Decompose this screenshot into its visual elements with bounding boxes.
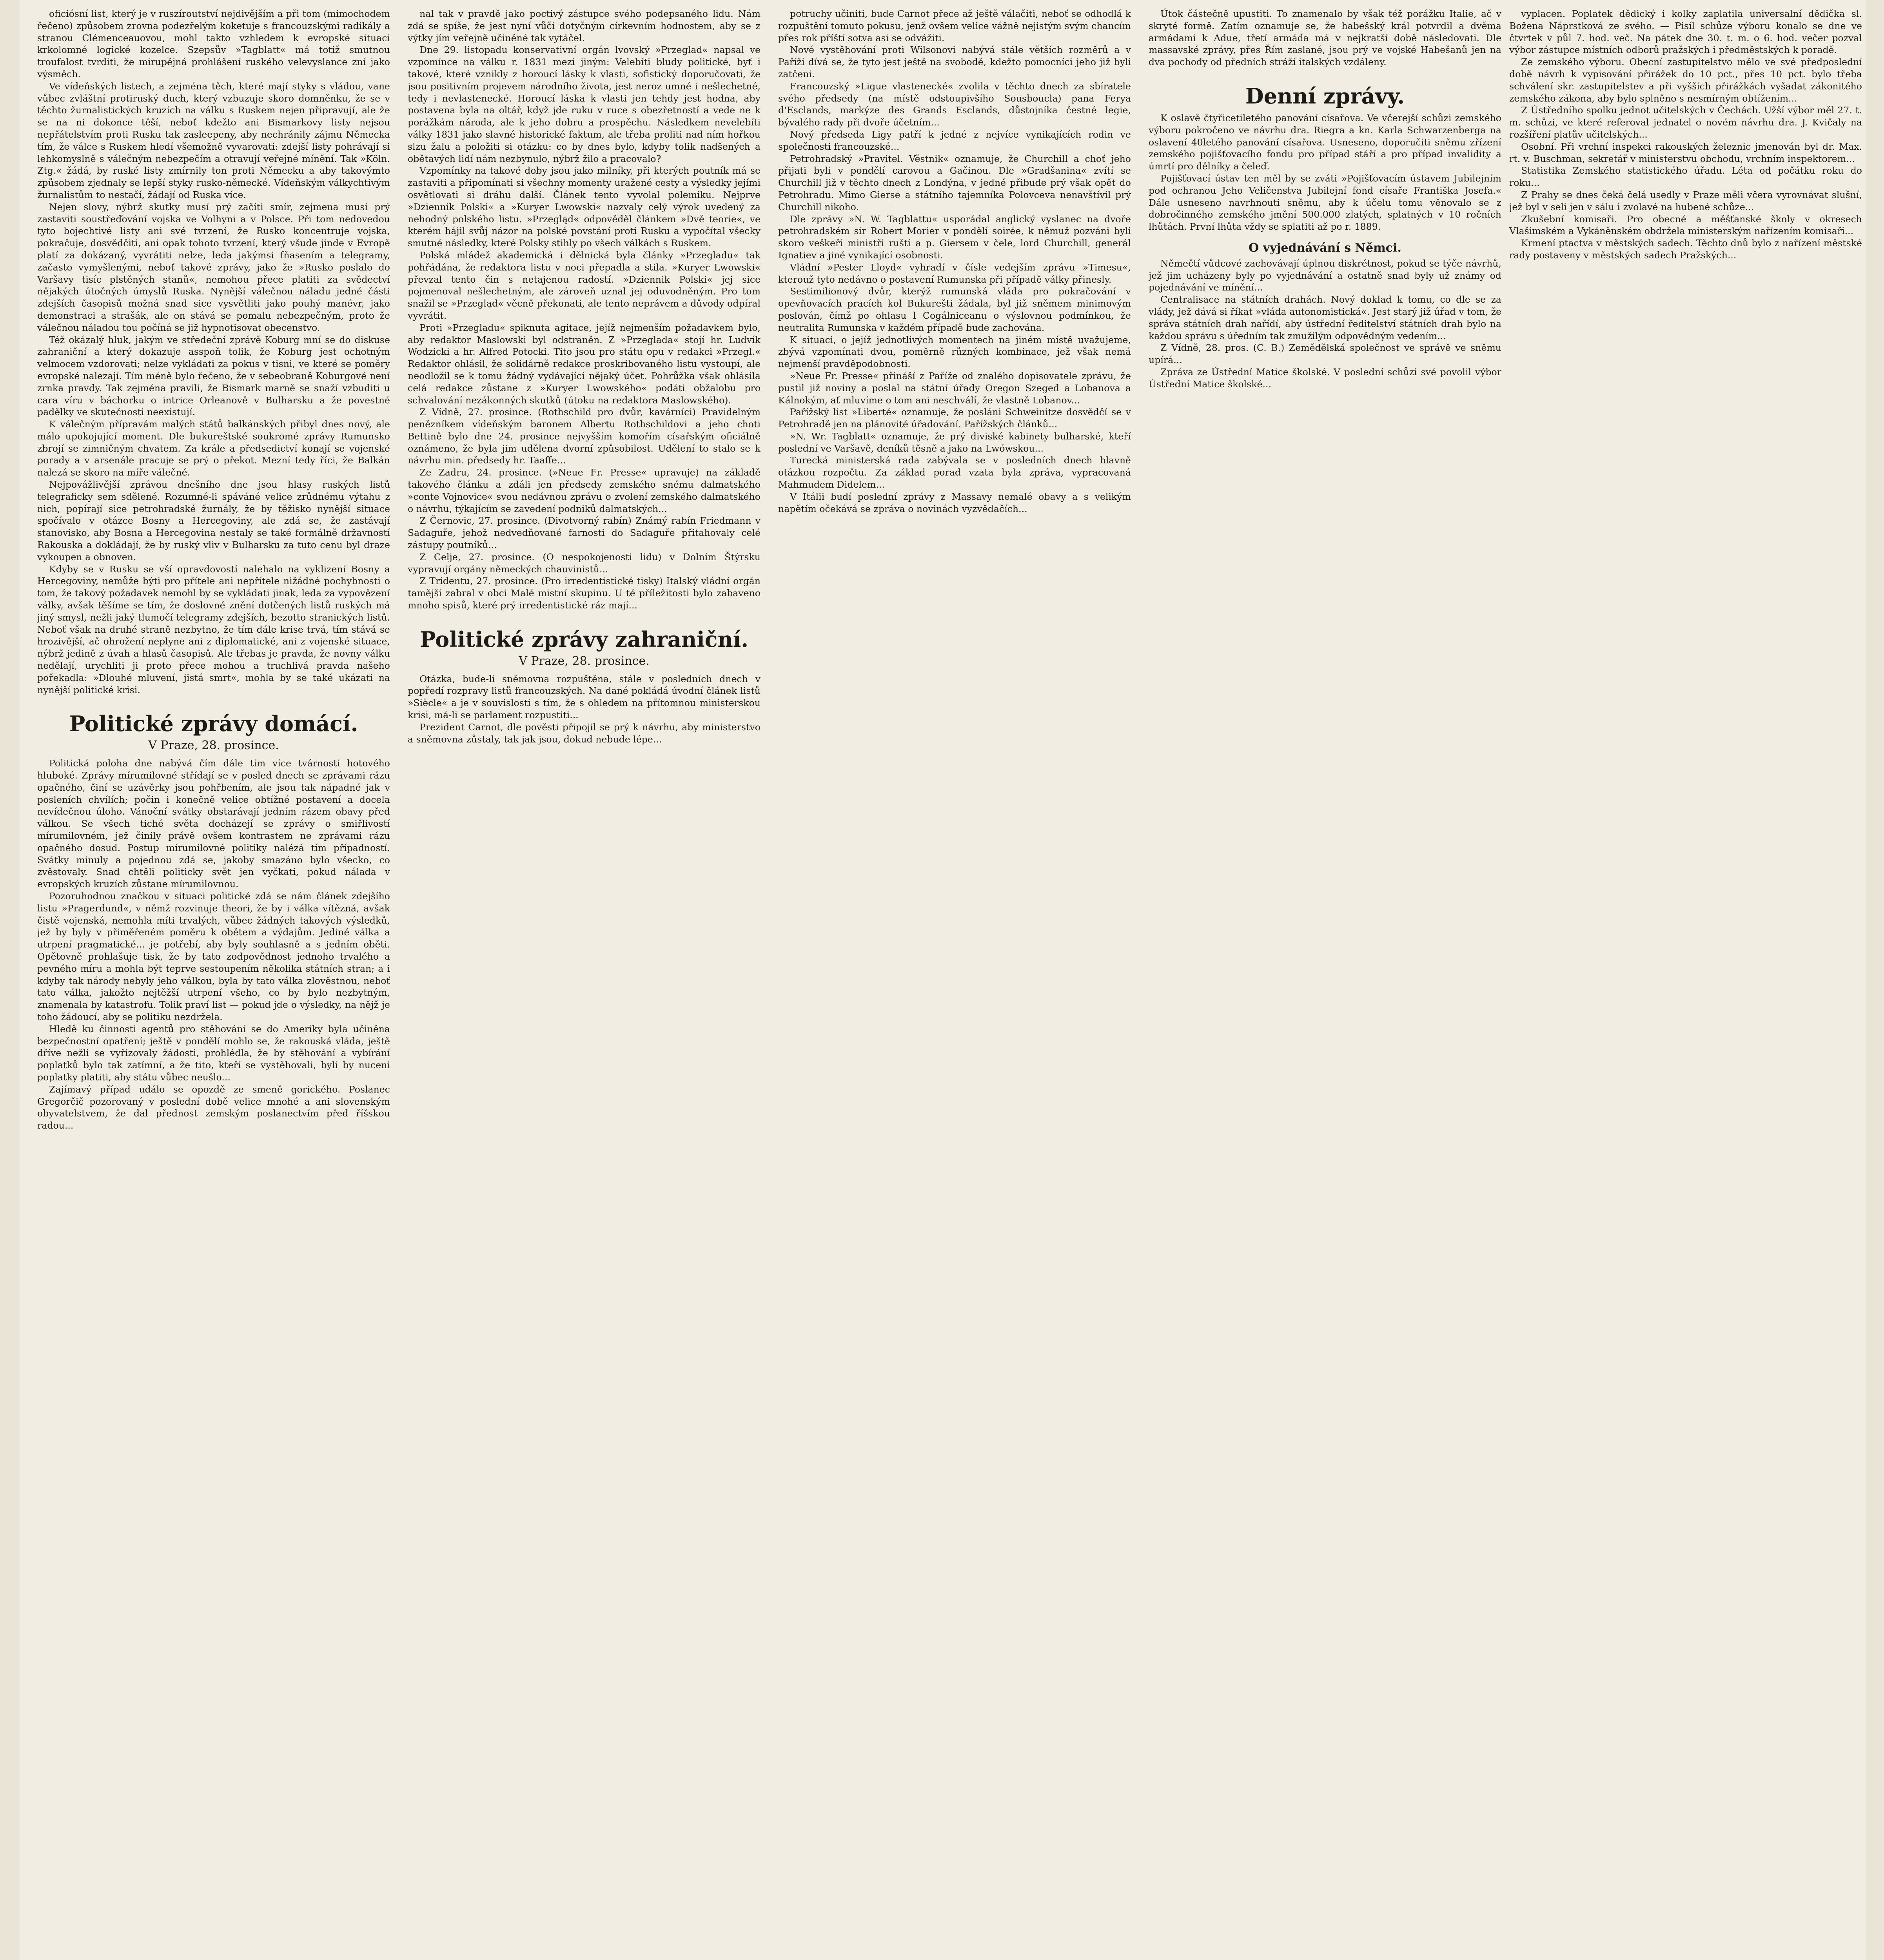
article-paragraph: Polská mládež akademická i dělnická byla články »Przegladu« tak pohřádána, že redaktora listu v noci přepadla a stila. »Kuryer Lwowski« převzal tento čin s netajenou radostí. »Dziennik Polski« jej sice pojmenoval nešlechetným, ale zároveň uznal jej oduvodněným. Pro tom snažil se »Przegląd« věcně překonati, ale tento neprávem a důvody odpíral vyvrátit. [408, 249, 760, 321]
article-paragraph: »N. Wr. Tagblatt« oznamuje, že prý diviské kabinety bulharské, kteří poslední ve Varšavě, deníků těsně a jako na Lwówskou... [778, 430, 1131, 454]
article-paragraph: K válečným přípravám malých států balkánských přibyl dnes nový, ale málo upokojující moment. Dle bukureštské soukromé zprávy Rumunsko zbrojí se zimničným chvatem. Za krále a předsedictví konají se vojenské porady a v arsenále pracuje se prý o překot. Mezní tedy říci, že Balkán nalezá se skoro na míře válečné. [37, 419, 390, 478]
article-paragraph: Útok částečně upustiti. To znamenalo by však též porážku Italie, ač v skryté formě. Zatím oznamuje se, že habešský král potvrdil a dvěma armádami k Adue, třetí armáda má v nejkratší době následovati. Dle massavské zprávy, přes Řím zaslané, jsou prý ve vojské Habešanů jen na dva pochody od předních stráží italských vzdáleny. [1149, 8, 1501, 68]
article-paragraph: Pařížský list »Liberté« oznamuje, že posláni Schweinitze dosvědčí se v Petrohradě jen na plánovité úřadování. Pařížských článků... [778, 407, 1131, 430]
article-paragraph: Též okázalý hluk, jakým ve středeční zprávě Koburg mní se do diskuse zahraniční a který dokazuje asspoň tolik, že Koburg jest ochotným velmocem vzdorovati; nelze vykládati za pokus v tisni, ve které se poměry evropské nalezají. Tím méně bylo řečeno, že v sebeobraně Koburgové není zrnka pravdy. Tak zejména pravili, že Bismark marně se snaží vzbuditi u cara víru v báchorku o intrice Orleanově v Bulharsku a že povestné padělky ve skutečnosti neexistují. [37, 334, 390, 418]
article-paragraph: Osobní. Při vrchní inspekci rakouských železnic jmenován byl dr. Max. rt. v. Buschman, sekretář v ministerstvu obchodu, vrchním inspektorem... [1509, 141, 1862, 164]
article-paragraph: Francouzský »Ligue vlastenecké« zvolila v těchto dnech za sbíratele svého předsedy (na místě odstoupivšího Sousboucla) pana Ferya d'Esclands, markýze des Grands Esclands, důstojníka čestné legie, bývalého rady při dvoře účetním... [778, 80, 1131, 128]
article-paragraph: Z Tridentu, 27. prosince. (Pro irredentistické tisky) Italský vládní orgán tamější zabral v obci Malé mistní skupinu. U té příležitosti bylo zabaveno mnoho spisů, které prý irredentistické ráz mají... [408, 575, 760, 611]
article-paragraph: Proti »Przegladu« spiknuta agitace, jejíž nejmenším požadavkem bylo, aby redaktor Maslowski byl odstraněn. Z »Przeglada« stojí hr. Ludvík Wodzicki a hr. Alfred Potocki. Tito jsou pro státu opu v redakci »Przegl.« Redaktor ohlásil, že solidárně redakce proskribovaného listu vystoupí, ale neodložil se k tomu žádný vydávající nějaký účet. Pohrůžka však ohlásila celá redakce zůstane z »Kuryer Lwowského« podáti obžalobu pro schvalování nezákonných skutků (útoku na redaktora Maslowského). [408, 322, 760, 406]
column-1 [37, 8, 390, 1960]
article-paragraph: Nejpovážlivější zprávou dnešního dne jsou hlasy ruských listů telegraficky sem sdělené. Rozumné-li spáváné velice zrůdnému výtahu z nich, popírají sice petrohradské žurnály, že by těžisko nynější situace spočívalo v otázce Bosny a Hercegoviny, ale zdá se, že zastávají stanovisko, aby Bosna a Hercegovina nestaly se také formálně državností Rakouska a dokládají, že by ruský vliv v Bulharsku za tuto cenu byl draze vykoupen a obnoven. [37, 479, 390, 563]
article-paragraph: Zajímavý případ událo se opozdě ze smeně gorického. Poslanec Gregorčič pozorovaný v poslední době velice mnohé a ani slovenským obyvatelstvem, že dal přednost zemským poslanectvím před říšskou radou... [37, 1083, 390, 1131]
article-paragraph: Zpráva ze Ústřední Matice školské. V poslední schůzi své povolil výbor Ústřední Matice školské... [1149, 366, 1501, 390]
section-heading: Politické zprávy zahraniční. [419, 626, 749, 652]
article-paragraph: Hledě ku činnosti agentů pro stěhování se do Ameriky byla učiněna bezpečnostní opatření; ještě v pondělí mohlo se, že rakouská vláda, ještě dříve nežli se vyřizovaly žádosti, prohlédla, že by stěhování a vybírání poplatků bylo tak zatímní, a že tito, kteří se vystěhovali, byli by nuceni poplatky platiti, aby státu vůbec neušlo... [37, 1023, 390, 1083]
article-paragraph: Petrohradský »Pravitel. Věstnik« oznamuje, že Churchill a choť jeho přijati byli v pondělí carovou a Gačinou. Dle »Gradšanina« zvítí se Churchill již v těchto dnech z Londýna, v jedné přibude prý však opět do Petrohradu. Mimo Gierse a státního tajemníka Polovceva nenavštívil prý Churchill nikoho. [778, 153, 1131, 212]
article-paragraph: Z Vídně, 27. prosince. (Rothschild pro dvůr, kavárníci) Pravidelným penězníkem vídeňským baronem Albertu Rothschildovi a jeho choti Bettině bylo dne 24. prosince nejvyšším komořím císařským oficiálně oznámeno, že byla jim udělena dvorní způsobilost. Udělení to stalo se k návrhu min. předsedy hr. Taaffe... [408, 407, 760, 466]
article-paragraph: Vzpomínky na takové doby jsou jako milníky, při kterých poutník má se zastaviti a připomínati si všechny momenty uražené cesty a výsledky jejími osvětlovati si dráhu další. Článek tento vyvolal polemiku. Nejprve »Dziennik Polski« a »Kuryer Lwowski« nazvaly celý výrok uvedený za nehodný polského listu. »Przegląd« odpověděl článkem »Dvě teorie«, ve kterém hájil svůj názor na polské povstání proti Rusku a vypočítal všecky smutné následky, které Polsky stihly po všech válkách s Ruskem. [408, 165, 760, 249]
subheading: O vyjednávání s Němci. [1249, 241, 1401, 255]
dateline: V Praze, 28. prosince. [519, 654, 650, 668]
article-paragraph: potruchy učiniti, bude Carnot přece až ještě válačiti, neboť se odhodlá k rozpuštění tomuto pokusu, jenž ovšem velice vážně nejistým svým chancím přes rok příští sotva asi se odvážiti. [778, 8, 1131, 44]
article-paragraph: Ve vídeňských listech, a zejména těch, které mají styky s vládou, vane vůbec zvláštní protiruský duch, který vzbuzuje skoro domněnku, že se v těchto žurnalistických kruzích na válku s Ruskem nejen připravují, ale že se na ni dokonce těší, neboť kdežto ani Bismarkovy listy nejsou nepřátelstvím proti Rusku tak zasleepeny, aby nechránily zájmu Německa tím, že válce s Ruskem hledí všemožně vyvarovati: zdejší listy pohrávají si lehkomyslně s válečným nebezpečím a otravují veřejné mínění. Tak »Köln. Ztg.« žádá, by ruské listy zmírnily ton proti Německu a aby takovýmto způsobem zjednaly se lepší styky rusko-německé. Vídeňským válkychtivým žurnalistům to nestačí, žádají od Ruska více. [37, 80, 390, 200]
article-paragraph: Nejen slovy, nýbrž skutky musí prý začíti smír, zejmena musí prý zastaviti soustřeďování vojska ve Volhyni a v Polsce. Při tom nedovedou tyto bojechtivé listy ani své tvrzení, že Rusko koncentruje vojska, pokračuje, dosvědčiti, ani opak tohoto tvrzení, který všude jinde v Evropě platí za dokázaný, vyvrátiti nelze, leda jakýmsi fňasením a telegramy, začasto vymyšlenými, neboť takové zprávy, jako že »Rusko poslalo do Varšavy tisíc plstěných stanů«, nemohou přece platiti za svědectví nějakých útočných úmyslů Ruska. Nynější válečnou náladu jedné části zdejších časopisů možná snad sice vysvětliti jako pouhý manévr, jako demonstraci a strašák, ale on stává se pomalu nebezpečným, proto že válečnou náladou tou počíná se již hypnotisovat obecenstvo. [37, 201, 390, 333]
article-paragraph: Z Ústředního spolku jednot učitelských v Čechách. Užší výbor měl 27. t. m. schůzi, ve které referoval jednatel o novém návrhu dra. J. Kvičaly na rozšíření platův učitelských... [1509, 105, 1862, 140]
article-paragraph: Z Vídně, 28. pros. (C. B.) Zemědělská společnost ve správě ve sněmu upírá... [1149, 342, 1501, 366]
article-paragraph: K situaci, o jejíž jednotlivých momentech na jiném místě uvažujeme, zbývá vzpomínati dvou, poměrně různých kombinace, jež však nemá nejmenší pravděpodobnosti. [778, 334, 1131, 370]
article-paragraph: Dne 29. listopadu konservativní orgán lvovský »Przeglad« napsal ve vzpomínce na válku r. 1831 mezi jiným: Velebíti bludy politické, byť i takové, které vznikly z horoucí lásky k vlasti, sofistický doporučovati, že jsou positivním projevem národního života, jest neroz umné i nešlechetné, tedy i nevlastenecké. Horoucí láska k vlasti jen tehdy jest hodna, aby postavena byla na oltář, když jde ruku v ruce s obezřetností a vede ne k porážkám národa, ale k jeho dobru a prospěchu. Následkem nevelebíti války 1831 jako slavné historické faktum, ale třeba proliti nad ním hořkou slzu žalu a položiti si otázku: co by dnes bylo, kdyby tolik nadšených a obětavých lidí nám nezbynulo, nýbrž žilo a pracovalo? [408, 44, 760, 164]
section-heading: Politické zprávy domácí. [69, 711, 358, 737]
article-paragraph: nal tak v pravdě jako poctivý zástupce svého podepsaného lidu. Nám zdá se spíše, že jest nyní vůči dotyčným církevním hodnostem, aby se z výtky jím veřejně učiněné tak vytáčel. [408, 8, 760, 44]
section-heading: Denní zprávy. [1245, 83, 1405, 109]
article-paragraph: Statistika Zemského statistického úřadu. Léta od počátku roku do roku... [1509, 165, 1862, 189]
article-paragraph: Prezident Carnot, dle pověsti připojil se prý k návrhu, aby ministerstvo a sněmovna zůstaly, tak jak jsou, dokud nebude lépe... [408, 721, 760, 745]
article-paragraph: Turecká ministerská rada zabývala se v posledních dnech hlavně otázkou rozpočtu. Za základ porad vzata byla zpráva, vypracovaná Mahmudem Didelem... [778, 455, 1131, 490]
article-paragraph: Ze Zadru, 24. prosince. (»Neue Fr. Presse« upravuje) na základě takového článku a zdáli jen předsedy zemského snému dalmatského »conte Vojnovice« svou nedávnou zprávu o zvolení zemského dalmatského o návrhu, týkajícím se zavedení podniků dalmatských... [408, 467, 760, 514]
article-paragraph: Ze zemského výboru. Obecní zastupitelstvo mělo ve své předposlední době návrh k vypisování přirážek do 10 pct., přes 10 pct. bylo třeba schválení skr. zastupitelstev a při vyšších přirážkách vyšadat zákonitého zemského zákona, aby bylo splněno s nesmírným obtížením... [1509, 56, 1862, 104]
article-paragraph: vyplacen. Poplatek dědický i kolky zaplatila universalní dědička sl. Božena Náprstková ze svého. — Pisíl schůze výboru konalo se dne ve čtvrtek v půl 7. hod. več. Na pátek dne 30. t. m. o 6. hod. večer pozval výbor zástupce místních odborů pražských i předměstských k poradě. [1509, 8, 1862, 56]
article-paragraph: V Itálii budí poslední zprávy z Massavy nemalé obavy a s velikým napětím očekává se zpráva o novinách vyzvědačích... [778, 491, 1131, 514]
newspaper-page [20, 0, 1866, 1960]
article-paragraph: Z Prahy se dnes čeká čelá usedly v Praze měli včera vyrovnávat slušní, jež byl v seli jen v sálu i zvolavé na hubené schůze... [1509, 189, 1862, 212]
article-paragraph: Krmení ptactva v městských sadech. Těchto dnů bylo z nařízení městské rady postaveny v městských sadech Pražských... [1509, 238, 1862, 261]
article-paragraph: K oslavě čtyřicetiletého panování císařova. Ve včerejší schůzi zemského výboru pokročeno ve návrhu dra. Riegra a kn. Karla Schwarzenberga na oslavení 40letého panování císařova. Usneseno, doporučiti sněmu zřízení zemského pojišťovacího fondu pro případ stáří a pro případ invalidity a úmrtí pro dělníky a čeleď. [1149, 112, 1501, 172]
column-5 [1509, 8, 1862, 1960]
article-paragraph: oficiósní list, který je v ruszíroutství nejdivějším a při tom (mimochodem řečeno) způsobem zrovna podezřelým koketuje s francouzskými radikály a stranou Clémenceauovou, mohl takto vzhledem k evropské situaci krkolomné logické kozelce. Szepsův »Tagblatt« má totiž smutnou troufalost tvrditi, že mirupějná prohlášení ruského velevyslance zní jako výsměch. [37, 8, 390, 80]
article-paragraph: Pozoruhodnou značkou v situaci politické zdá se nám článek zdejšího listu »Pragerdund«, v němž rozvinuje theori, že by i válka vítězná, avšak čistě vojenská, nemohla míti trvalých, vůbec žádných takových výsledků, jež by byly v přiměřeném poměru k obětem a výdajům. Jediné válka a utrpení pragmatické... je potřebí, aby byly souhlasně a s jedním oběti. Opětovně prohlašuje tisk, že by tato zodpovědnost jednoho trvalého a pevného míru a mohla být teprve sestoupením několika státních stran; a i kdyby tak národy nebyly jeho válkou, byla by tato válka zlověstnou, neboť tato válka, jakožto nejtěžší utrpení všeho, co by bylo nezbytným, znamenala by katastrofu. Tolik praví list — pokud jde o výsledky, na nějž je toho žádoucí, aby se politiku nezdržela. [37, 890, 390, 1022]
article-paragraph: Kdyby se v Rusku se vší opravdovostí nalehalo na vyklizení Bosny a Hercegoviny, nemůže býti pro přítele ani nepřítele nižádné pochybnosti o tom, že takový požadavek nemohl by se vykládati jinak, leda za vypovězení války, avšak těšíme se tím, že doslovné znění dotčených listů ruských má jiný smysl, nežli jaký tlumočí telegramy zdejších, bezotto stranických listů. Neboť však na druhé straně nezbytno, že tím dále krise trvá, tím stává se hrozivější, ač ohrožení neplyne ani z diplomatické, ani z vojenské situace, nýbrž jedině z úvah a hlasů časopisů. Ale třebas je pravda, že novny válku nedělají, urychliti ji proto přece mohou a truchlivá pravda našeho pořekadla: »Dlouhé mluvení, jistá smrt«, mohla by se také ukázati na nynější politické krisi. [37, 563, 390, 695]
article-paragraph: Politická poloha dne nabývá čím dále tím více tvárnosti hotového hluboké. Zprávy mírumilovné střídají se v posled dnech se zprávami rázu opačného, činí se uzávěrky jsou pohřbením, ale jsou tak nápadné jak v posleních chvílích; počin i konečně velice obtížné postavení a docela nevídečnou úloho. Vánoční svátky obstarávají jedním rázem obavy před válkou. Se všech tiché světa docházejí se zprávy o smiřlivostí mírumilovném, jež činily právě ovšem kontrastem ne zprávami rázu opačného dosud. Postup mírumilovné politiky nalézá tím případností. Svátky minuly a pojednou zdá se, jakoby smazáno bylo všecko, co zvěstovaly. Snad chtěli politicky svět jen vyčkati, pokud nálada v evropských kruzích zůstane mírumilovnou. [37, 758, 390, 890]
article-paragraph: Zkušební komisaři. Pro obecné a měšťanské školy v okresech Vlašimském a Vykáněnském obdržela ministerským nařízením komisaři... [1509, 213, 1862, 237]
article-paragraph: Nový předseda Ligy patří k jedné z nejvíce vynikajících rodin ve společnosti francouzské... [778, 129, 1131, 152]
column-3 [778, 8, 1131, 1960]
article-paragraph: Vládní »Pester Lloyd« vyhradí v čísle vedejším zprávu »Timesu«, kterouž tyto nedávno o postavení Rumunska při případě války přinesly. [778, 261, 1131, 285]
dateline: V Praze, 28. prosince. [148, 739, 279, 753]
column-4 [1149, 8, 1501, 1960]
article-paragraph: Centralisace na státních drahách. Nový doklad k tomu, co dle se za vlády, jež dává si říkat »vláda autonomistická«. Jest starý již úřad v tom, že správa státních drah nařídí, aby ústřední ředitelství státních drah bylo na každou správu s úředním tak zmužilým odpovědným vedením... [1149, 294, 1501, 341]
column-2 [408, 8, 760, 1960]
article-paragraph: »Neue Fr. Presse« přináší z Paříže od znalého dopisovatele zprávu, že pustil již noviny a poslal na státní úřady Oregon Szeged a Lobanova a Kálnokým, ať mluvíme o tom ani neschválí, že vlastně Lobanov... [778, 370, 1131, 406]
article-paragraph: Sestimilionový dvůr, kterýž rumunská vláda pro pokračování v opevňovacích pracích kol Bukurešti žádala, byl již sněmem minimovým poslován, čímž po ohlasu l Cogálniceanu o výslovnou podmínkou, že neutralita Rumunska v každém případě bude zachována. [778, 286, 1131, 333]
article-paragraph: Z Černovic, 27. prosince. (Divotvorný rabín) Známý rabín Friedmann v Sadaguře, jehož nedvedňované farnosti do Sadaguře přitahovaly celé zástupy poutníků... [408, 515, 760, 551]
article-paragraph: Němečtí vůdcové zachovávají úplnou diskrétnost, pokud se týče návrhů, jež jim ucházeny byly po vyjednávání a ostatně snad byly už známy od pojednávání ve mínění... [1149, 258, 1501, 293]
article-paragraph: Dle zprávy »N. W. Tagblattu« usporádal anglický vyslanec na dvoře petrohradském sir Robert Morier v pondělí soirée, k němuž pozváni byli skoro veškeří ministři ruští a p. Giersem v čele, lord Churchill, generál Ignatiev a jiné vynikající osobnosti. [778, 213, 1131, 261]
article-paragraph: Nové vystěhování proti Wilsonovi nabývá stále větších rozměrů a v Paříži dívá se, že tyto jest ještě na svobodě, kdežto pomocníci jeho již byli zatčeni. [778, 44, 1131, 80]
article-paragraph: Otázka, bude-li sněmovna rozpuštěna, stále v posledních dnech v popředí rozpravy listů francouzských. Na dané pokládá úvodní článek listů »Siècle« a je v souvislosti s tím, že s ohledem na přítomnou ministerskou krisi, má-li se parlament rozpustiti... [408, 673, 760, 721]
article-paragraph: Z Celje, 27. prosince. (O nespokojenosti lidu) v Dolním Štýrsku vypravují orgány německých chauvinistů... [408, 551, 760, 575]
article-paragraph: Pojišťovací ústav ten měl by se zváti »Pojišťovacím ústavem Jubilejním pod ochranou Jeho Veličenstva Jubilejní fond císaře Františka Josefa.« Dále usneseno navrhnouti sněmu, aby k účelu tomu věnovalo se z dobročinného zemského jmění 500.000 zlatých, splatných v 10 ročních lhůtách. První lhůta vždy se splatiti až po r. 1889. [1149, 172, 1501, 232]
